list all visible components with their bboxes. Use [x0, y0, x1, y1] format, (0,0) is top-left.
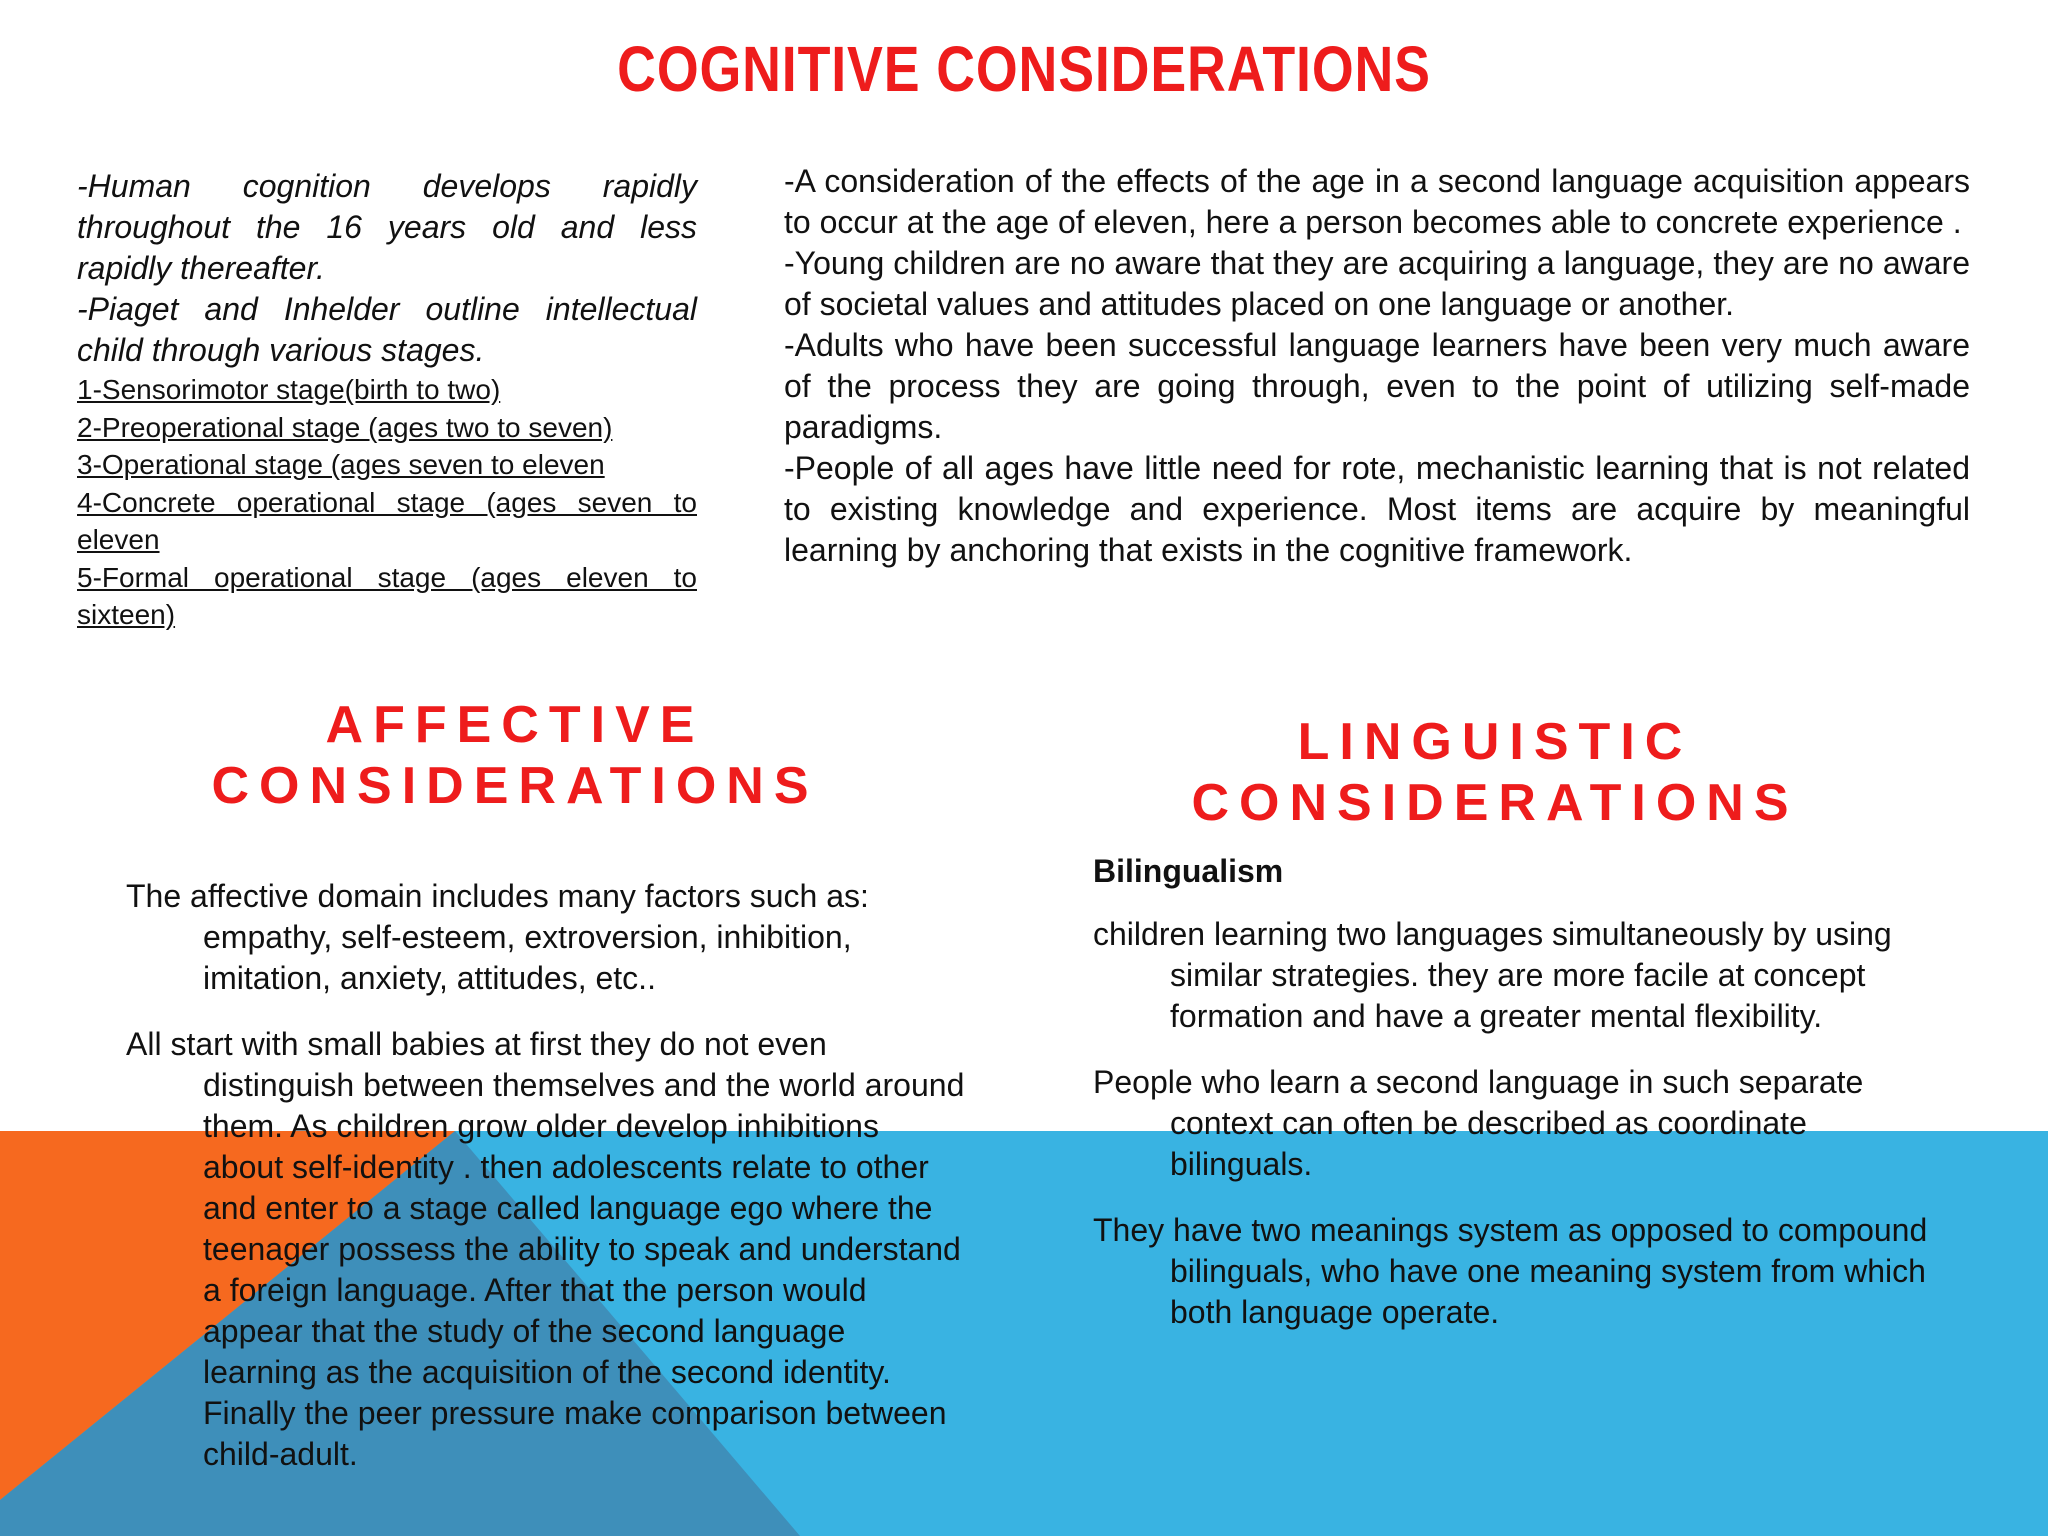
compound-bilinguals-paragraph: They have two meanings system as opposed to compound bilinguals, who have one meaning system from which both language operate.	[1093, 1212, 1928, 1330]
linguistic-heading-line2: CONSIDERATIONS	[1191, 774, 1799, 832]
affective-domain-paragraph: The affective domain includes many factors such as: empathy, self-esteem, extroversion, inhibition, imitation, anxiety, attitudes, etc..	[126, 878, 869, 996]
adults-paragraph: -Adults who have been successful language learners have been very much aware of the process they are going through, even to the point of utilizing self-made paradigms.	[784, 327, 1970, 445]
page-title: COGNITIVE CONSIDERATIONS	[617, 33, 1431, 105]
stages-list	[77, 371, 697, 634]
affective-heading-line1: AFFECTIVE	[325, 696, 705, 754]
age-effects-paragraph: -A consideration of the effects of the age in a second language acquisition appears to occur at the age of eleven, here a person becomes able to concrete experience .	[784, 163, 1970, 240]
cognitive-right-column	[784, 161, 1970, 571]
affective-body	[126, 876, 966, 1500]
rote-learning-paragraph: -People of all ages have little need for rote, mechanistic learning that is not related to existing knowledge and experience. Most items are acquire by meaningful learning by anchoring that exists in the cognitive framework.	[784, 450, 1970, 568]
piaget-paragraph: -Piaget and Inhelder outline intellectual child through various stages.	[77, 291, 697, 368]
stage-item: 2-Preoperational stage (ages two to seven)	[77, 411, 613, 443]
stage-item: 5-Formal operational stage (ages eleven to sixteen)	[77, 561, 697, 630]
linguistic-heading-line1: LINGUISTIC	[1297, 713, 1693, 771]
affective-babies-paragraph: All start with small babies at first they do not even distinguish between themselves and the world around them. As children grow older develop inhibitions about self-identity . then adolescents relate to other and enter to a stage called language ego where the teenager possess the ability to speak and understand a foreign language. After that the person would appear that the study of the second language learning as the acquisition of the second identity. Finally the peer pressure make comparison between child-adult.	[126, 1026, 965, 1472]
bilingual-children-paragraph: children learning two languages simultaneously by using similar strategies. they are more facile at concept formation and have a greater mental flexibility.	[1093, 916, 1892, 1034]
bilingualism-subheading: Bilingualism	[1093, 853, 1284, 889]
affective-heading	[120, 695, 910, 817]
young-children-paragraph: -Young children are no aware that they are acquiring a language, they are no aware of societal values and attitudes placed on one language or another.	[784, 245, 1970, 322]
stage-item: 3-Operational stage (ages seven to eleven	[77, 449, 605, 480]
stage-item: 4-Concrete operational stage (ages seven to eleven	[77, 486, 697, 555]
linguistic-body	[1093, 849, 1943, 1358]
affective-heading-line2: CONSIDERATIONS	[211, 757, 819, 815]
cognitive-left-column	[77, 166, 697, 634]
cognition-paragraph: -Human cognition develops rapidly throughout the 16 years old and less rapidly thereafter.	[77, 168, 697, 286]
linguistic-heading	[1100, 712, 1890, 834]
coordinate-bilinguals-paragraph: People who learn a second language in such separate context can often be described as coordinate bilinguals.	[1093, 1064, 1864, 1182]
stage-item: 1-Sensorimotor stage(birth to two)	[77, 374, 501, 405]
